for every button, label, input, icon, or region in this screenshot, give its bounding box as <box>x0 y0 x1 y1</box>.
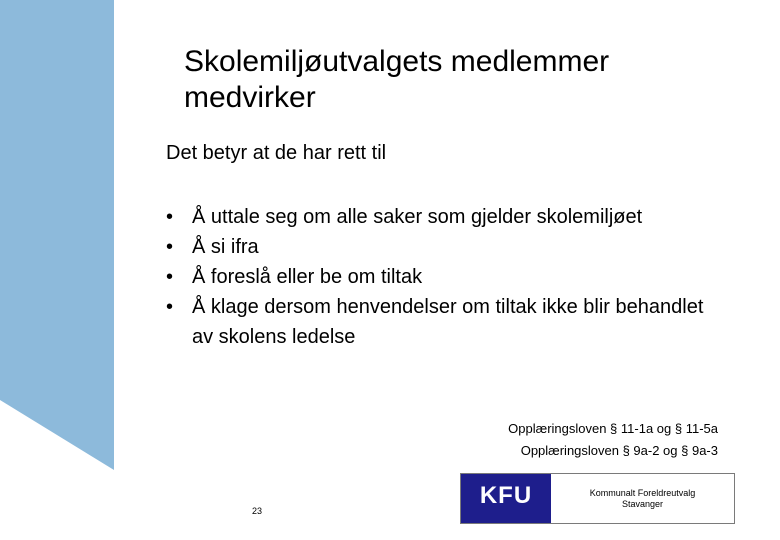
slide-title <box>184 44 744 116</box>
bullet-text: Å si ifra <box>192 236 259 258</box>
bullet-icon: • <box>166 296 174 318</box>
page-number: 23 <box>252 506 263 516</box>
kfu-logo-mark: KFU <box>461 474 551 523</box>
kfu-logo-line-2: Stavanger <box>621 499 664 509</box>
intro-text: Det betyr at de har rett til <box>166 142 387 164</box>
law-references <box>508 418 718 462</box>
bullet-item <box>166 232 726 262</box>
bullet-text: Å foreslå eller be om tiltak <box>192 266 423 288</box>
side-band-decoration <box>0 0 120 540</box>
kfu-logo-line-1: Kommunalt Foreldreutvalg <box>589 488 696 498</box>
bullet-icon: • <box>166 206 174 228</box>
law-reference: Opplæringsloven § 9a-2 og § 9a-3 <box>520 443 718 458</box>
slide-title-line-1: Skolemiljøutvalgets medlemmer <box>184 45 610 78</box>
bullet-item <box>166 262 726 292</box>
kfu-logo-text <box>551 474 734 523</box>
bullet-text: Å klage dersom henvendelser om tiltak ikke blir behandlet av skolens ledelse <box>192 296 704 348</box>
bullet-icon: • <box>166 266 174 288</box>
bullet-icon: • <box>166 236 174 258</box>
bullet-item <box>166 202 726 232</box>
bullet-text: Å uttale seg om alle saker som gjelder skolemiljøet <box>192 206 643 228</box>
kfu-logo <box>460 473 735 524</box>
slide-title-line-2: medvirker <box>184 81 316 114</box>
bullet-list <box>166 202 726 352</box>
bullet-item <box>166 292 726 352</box>
law-reference: Opplæringsloven § 11-1a og § 11-5a <box>508 421 718 436</box>
